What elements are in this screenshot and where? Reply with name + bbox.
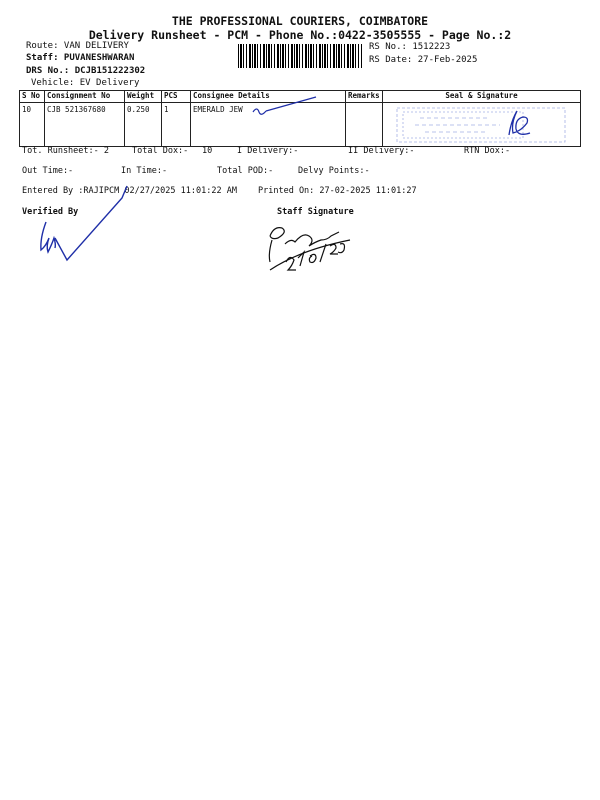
col-consignee: Consignee Details bbox=[191, 91, 346, 103]
cell-pcs: 1 bbox=[162, 103, 191, 147]
verified-by-label: Verified By bbox=[22, 207, 79, 217]
total-dox-label: Total Dox:- bbox=[132, 146, 189, 156]
col-consignment: Consignment No bbox=[45, 91, 125, 103]
seal-signature-icon bbox=[509, 111, 530, 135]
cell-sno: 10 bbox=[20, 103, 45, 147]
printed-on: Printed On: 27-02-2025 11:01:27 bbox=[258, 186, 417, 196]
staff-signature-label: Staff Signature bbox=[277, 207, 354, 217]
rtn-dox: RTN Dox:- bbox=[464, 146, 511, 156]
col-pcs: PCS bbox=[162, 91, 191, 103]
total-dox-value: 10 bbox=[202, 146, 213, 156]
vehicle-label: Vehicle: EV Delivery bbox=[31, 78, 140, 88]
entered-by: Entered By :RAJIPCM 02/27/2025 11:01:22 AM bbox=[22, 186, 237, 196]
in-time: In Time:- bbox=[121, 166, 168, 176]
delvy-points: Delvy Points:- bbox=[298, 166, 370, 176]
cell-consignment: CJB 521367680 bbox=[45, 103, 125, 147]
route-label: Route: VAN DELIVERY bbox=[26, 41, 129, 51]
out-time: Out Time:- bbox=[22, 166, 74, 176]
col-seal: Seal & Signature bbox=[383, 91, 581, 103]
cell-weight: 0.250 bbox=[125, 103, 162, 147]
ii-delivery: II Delivery:- bbox=[348, 146, 415, 156]
col-sno: S No bbox=[20, 91, 45, 103]
staff-label: Staff: PUVANESHWARAN bbox=[26, 53, 135, 63]
total-pod: Total POD:- bbox=[217, 166, 274, 176]
company-name: THE PROFESSIONAL COURIERS, COIMBATORE bbox=[171, 14, 429, 28]
col-remarks: Remarks bbox=[346, 91, 383, 103]
runsheet-title: Delivery Runsheet - PCM - Phone No.:0422-3505555 - Page No.:2 bbox=[88, 28, 512, 42]
consignee-scribble-icon bbox=[253, 97, 316, 114]
staff-signature-icon bbox=[269, 228, 350, 270]
tot-runsheet: Tot. Runsheet:- 2 bbox=[22, 146, 109, 156]
rs-date: RS Date: 27-Feb-2025 bbox=[369, 55, 478, 65]
verifier-signature-icon bbox=[41, 186, 127, 260]
col-weight: Weight bbox=[125, 91, 162, 103]
seal-stamp-icon bbox=[397, 108, 565, 142]
drs-number: DRS No.: DCJB151222302 bbox=[26, 66, 146, 76]
rs-number: RS No.: 1512223 bbox=[369, 42, 451, 52]
i-delivery: I Delivery:- bbox=[237, 146, 299, 156]
cell-consignee: EMERALD JEW bbox=[191, 103, 346, 147]
